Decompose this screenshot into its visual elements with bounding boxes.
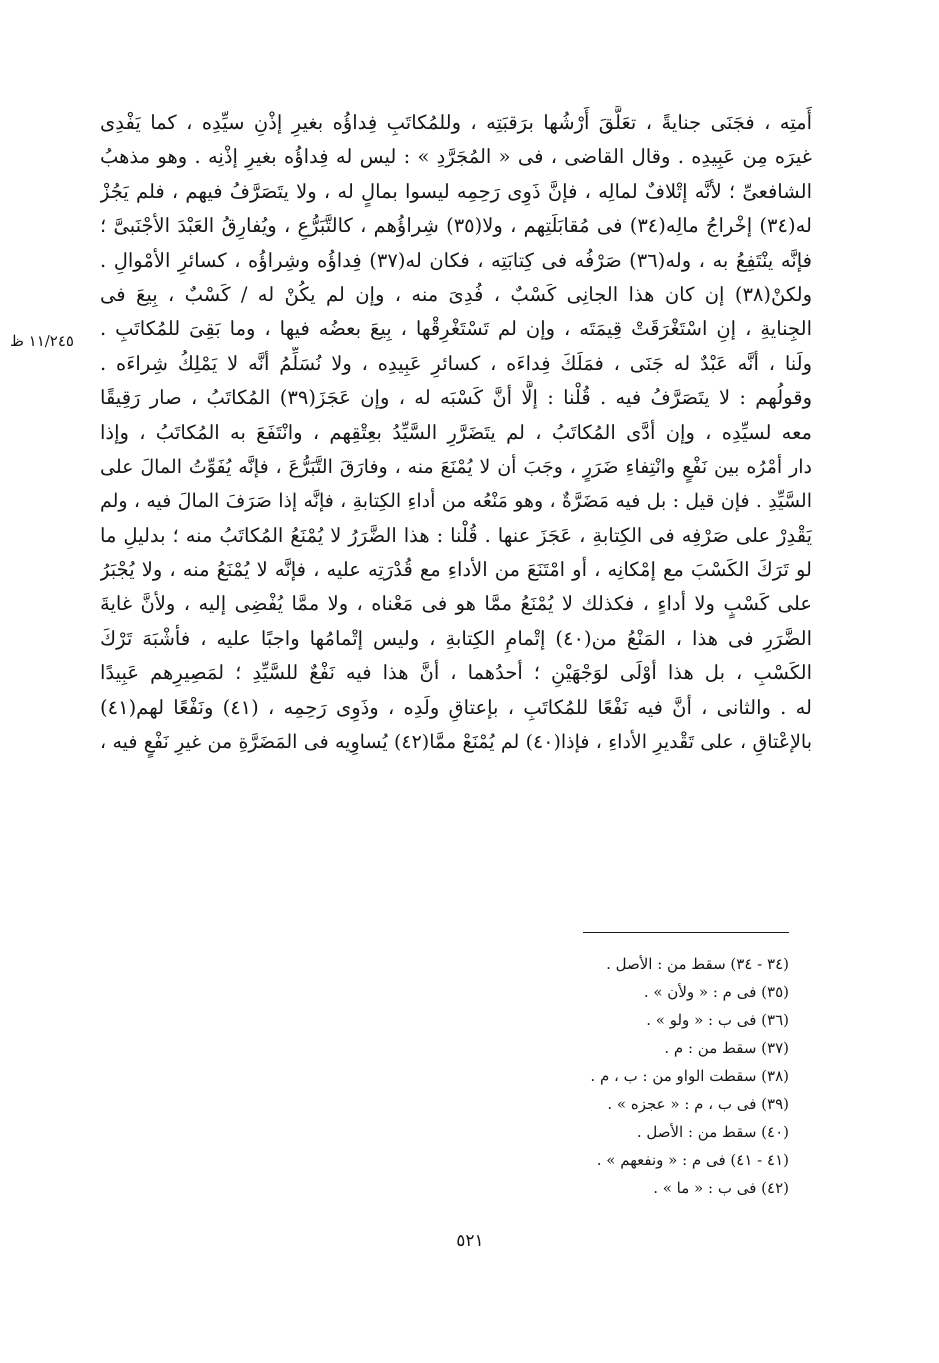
text-line: السَّيِّدِ . فإن قيل : بل فيه مَضَرَّةٌ ، وهو مَنْعُه من أداءِ الكِتابةِ ، فإنَّه إذا صَرَفَ المالَ فيه ، ولم — [100, 490, 812, 513]
text-line: معه لسيِّدِه ، وإن أدَّى المُكاتَبُ ، لم يتَضَرَّرِ السَّيِّدُ بعِتْقِهم ، وانْتَفَعَ به المُكاتَبُ ، وإذا — [100, 420, 812, 444]
text-line: بالإعْتاقِ ، على تَقْديرِ الأداءِ ، فإذا(٤٠) لم يُمْنَعْ ممَّا(٤٢) يُساوِيه فى المَضَرَّةِ من غيرِ نَفْعٍ فيه ، — [100, 731, 812, 754]
footnote: (٤٢) فى ب : « ما » . — [653, 1179, 789, 1197]
text-line: غيرَه مِن عَبِيدِه . وقال القاضى ، فى « المُجَرَّدِ » : ليس له فِداؤُه بغيرِ إذْنِه . وهو مذهبُ — [100, 145, 812, 169]
footnote: (٣٩) فى ب ، م : « عجزه » . — [607, 1095, 789, 1113]
text-line: الضَّرَرِ فى هذا ، المَنْعُ من(٤٠) إتْمامِ الكِتابةِ ، وليس إتْمامُها واجبًا عليه ، فأشْبَهَ تَرْكَ — [100, 626, 812, 650]
text-line: ولَنا ، أنَّه عَبْدٌ له جَنَى ، فمَلَكَ فِداءَه ، كسائرِ عَبِيدِه ، ولا نُسَلِّمُ أنَّه لا يَمْلِكُ شِراءَه . — [100, 351, 812, 375]
footnote: (٣٤ - ٣٤) سقط من : الأصل . — [606, 955, 789, 973]
text-line: على كَسْبٍ ولا أداءٍ ، فكذلك لا يُمْنَعُ ممَّا هو فى مَعْناه ، ولا ممَّا يُفْضِى إليه ، ولأنَّ غايةَ — [100, 592, 812, 616]
footnote: (٣٧) سقط من : م . — [664, 1039, 789, 1057]
text-line: دار أمْرُه بين نَفْعٍ وانْتِفاءِ ضَرَرٍ ، وجَبَ أن لا يُمْنَعَ منه ، وفارَقَ التَّبَرُّعَ ، فإنَّه يُفَوِّتُ المالَ على — [100, 455, 812, 478]
footnote: (٣٥) فى م : « ولأن » . — [643, 983, 789, 1001]
footnote: (٤١ - ٤١) فى م : « ونفعهم » . — [596, 1151, 789, 1169]
text-line: لو تَرَكَ الكَسْبَ مع إمْكانِه ، أو امْتَنَعَ من الأداءِ مع قُدْرَتِه عليه ، فإنَّه لا يُمْنَعُ منه ، ولا يُجْبَرُ — [100, 558, 812, 582]
text-line: له . والثانى ، أنَّ فيه نَفْعًا للمُكاتَبِ ، بإعتاقِ ولَدِه ، وذَوِى رَحِمِه ، (٤١) ونَفْعًا لهم(٤١) — [100, 695, 812, 719]
text-line: فإنَّه ينْتَفِعُ به ، وله(٣٦) صَرْفُه فى كِتابَتِه ، فكان له(٣٧) فِداؤُه وشِراؤُه ، كسائرِ الأمْوالِ . — [100, 248, 812, 272]
footnote: (٤٠) سقط من : الأصل . — [636, 1123, 789, 1141]
text-line: أَمتِه ، فجَنَى جنايةً ، تعَلَّقَ أَرْشُها برَقبَتِه ، وللمُكاتَبِ فِداؤُه بغيرِ إذْنِ سيِّدِه ، كما يَفْدِى — [100, 111, 812, 134]
text-line: يَقْدِرْ على صَرْفِه فى الكِتابةِ ، عَجَزَ عنها . قُلْنا : هذا الضَّرَرُ لا يُمْنَعُ المُكاتَبُ منه ؛ بدليلِ ما — [100, 523, 812, 547]
text-line: له(٣٤) إخْراجُ مالِه(٣٤) فى مُقابَلَتِهم ، ولا(٣٥) شِراؤُهم ، كالتَّبَرُّعِ ، ويُفارِقُ العَبْدَ الأجْنَبىَّ ؛ — [100, 214, 812, 238]
footnote: (٣٦) فى ب : « ولو » . — [646, 1011, 789, 1029]
text-line: ولكنْ(٣٨) إن كان هذا الجانِى كَسْبٌ ، فُدِىَ منه ، وإن لم يكُنْ له / كَسْبٌ ، بِيعَ فى — [100, 282, 812, 306]
text-line: الكَسْبِ ، بل هذا أوْلَى لوَجْهَيْنِ ؛ أحدُهما ، أنَّ هذا فيه نَفْعٌ للسَّيِّدِ ؛ لمَصِيرِهم عَبِيدًا — [100, 661, 812, 685]
main-text — [100, 106, 812, 759]
text-line: الجِنايةِ ، إنِ اسْتَغْرَقَتْ قِيمَتَه ، وإن لم تَسْتَغْرِقْها ، بِيعَ بعضُه فيها ، وما بَقِىَ للمُكاتَبِ . — [100, 317, 812, 341]
footnote-divider — [583, 932, 789, 933]
text-line: وقولُهم : لا يتَصَرَّفُ فيه . قُلْنا : إلَّا أنَّ كَسْبَه له ، وإن عَجَزَ(٣٩) المُكاتَبُ ، صار رَقِيقًا — [100, 386, 812, 410]
page-number: ٥٢١ — [456, 1231, 484, 1251]
margin-folio-note: ١١/٢٤٥ ظ — [10, 332, 74, 350]
footnote: (٣٨) سقطت الواو من : ب ، م . — [590, 1067, 789, 1085]
footnotes — [420, 950, 789, 1202]
text-line: الشافعىِّ ؛ لأنَّه إتْلافٌ لمالِه ، فإنَّ ذَوِى رَحِمِه ليسوا بمالٍ له ، ولا يتَصَرَّفُ فيهم ، فلم يَجُزْ — [100, 179, 812, 203]
